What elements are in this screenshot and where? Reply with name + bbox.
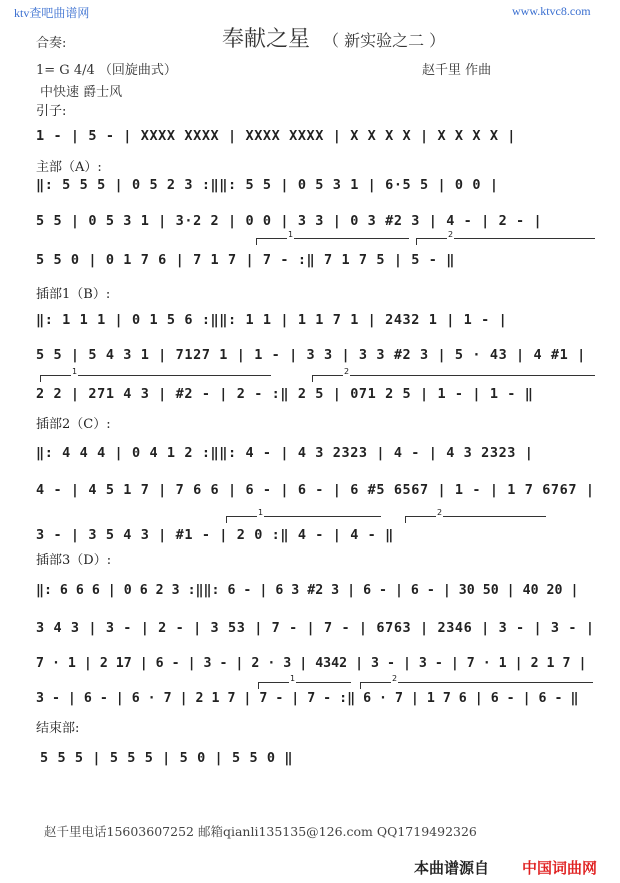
volta-bracket-2: 2 xyxy=(312,375,595,382)
notation-line: 5 5 | 0 5 3 1 | 3·2 2 | 0 0 | 3 3 | 0 3 #2 3 | 4 - | 2 - | xyxy=(36,213,543,229)
notation-line: 7 · 1 | 2 17 | 6 - | 3 - | 2 · 3 | 4342 | 3 - | 3 - | 7 · 1 | 2 1 7 | xyxy=(36,656,587,671)
volta-bracket-1: 1 xyxy=(40,375,271,382)
tempo-marking: 中快速 爵士风 xyxy=(40,85,123,100)
ensemble-label: 合奏: xyxy=(36,36,67,51)
watermark-right: www.ktvc8.com xyxy=(512,4,591,18)
notation-line: 5 5 0 | 0 1 7 6 | 7 1 7 | 7 - :‖ 7 1 7 5 | 5 - ‖ xyxy=(36,252,455,268)
volta-bracket-2: 2 xyxy=(360,682,593,689)
section-ending: 结束部: xyxy=(36,721,80,736)
volta-bracket-1: 1 xyxy=(226,516,381,523)
volta-bracket-2: 2 xyxy=(405,516,546,523)
notation-line: 3 4 3 | 3 - | 2 - | 3 53 | 7 - | 7 - | 6763 | 2346 | 3 - | 3 - | xyxy=(36,620,595,636)
notation-line: ‖: 1 1 1 | 0 1 5 6 :‖‖: 1 1 | 1 1 7 1 | 2432 1 | 1 - | xyxy=(36,312,508,328)
source-label: 本曲谱源自 xyxy=(414,859,490,877)
notation-line: 3 - | 3 5 4 3 | #1 - | 2 0 :‖ 4 - | 4 - ‖ xyxy=(36,527,394,543)
volta-bracket-2: 2 xyxy=(416,238,595,245)
notation-line: 4 - | 4 5 1 7 | 7 6 6 | 6 - | 6 - | 6 #5 6567 | 1 - | 1 7 6767 | xyxy=(36,482,595,498)
watermark-left: ktv查吧曲谱网 xyxy=(14,6,90,20)
volta-bracket-1: 1 xyxy=(258,682,351,689)
notation-line: 3 - | 6 - | 6 · 7 | 2 1 7 | 7 - | 7 - :‖ 6 · 7 | 1 7 6 | 6 - | 6 - ‖ xyxy=(36,691,579,706)
section-main: 主部（A）: xyxy=(36,160,102,175)
key-signature: 1= G 4/4 （回旋曲式） xyxy=(36,63,177,78)
section-insert1: 插部1（B）: xyxy=(36,287,111,302)
score-title: 奉献之星 xyxy=(222,27,311,52)
section-insert2: 插部2（C）: xyxy=(36,417,111,432)
notation-line: 2 2 | 271 4 3 | #2 - | 2 - :‖ 2 5 | 071 2 5 | 1 - | 1 - ‖ xyxy=(36,386,534,402)
notation-line: ‖: 5 5 5 | 0 5 2 3 :‖‖: 5 5 | 0 5 3 1 | 6·5 5 | 0 0 | xyxy=(36,177,499,193)
contact-info: 赵千里电话15603607252 邮箱qianli135135@126.com QQ1719492326 xyxy=(44,824,477,839)
section-insert3: 插部3（D）: xyxy=(36,553,112,568)
notation-line: 5 5 5 | 5 5 5 | 5 0 | 5 5 0 ‖ xyxy=(40,750,294,766)
score-subtitle: （ 新实验之二 ） xyxy=(323,31,446,50)
source-site-link[interactable]: 中国词曲网 xyxy=(522,859,598,877)
section-intro: 引子: xyxy=(36,104,67,119)
notation-line: 5 5 | 5 4 3 1 | 7127 1 | 1 - | 3 3 | 3 3 #2 3 | 5 · 43 | 4 #1 | xyxy=(36,347,586,363)
notation-line: 1 - | 5 - | XXXX XXXX | XXXX XXXX | X X X X | X X X X | xyxy=(36,128,517,144)
notation-line: ‖: 4 4 4 | 0 4 1 2 :‖‖: 4 - | 4 3 2323 | 4 - | 4 3 2323 | xyxy=(36,445,534,461)
volta-bracket-1: 1 xyxy=(256,238,409,245)
composer-credit: 赵千里 作曲 xyxy=(422,63,492,78)
notation-line: ‖: 6 6 6 | 0 6 2 3 :‖‖: 6 - | 6 3 #2 3 | 6 - | 6 - | 30 50 | 40 20 | xyxy=(36,583,579,598)
